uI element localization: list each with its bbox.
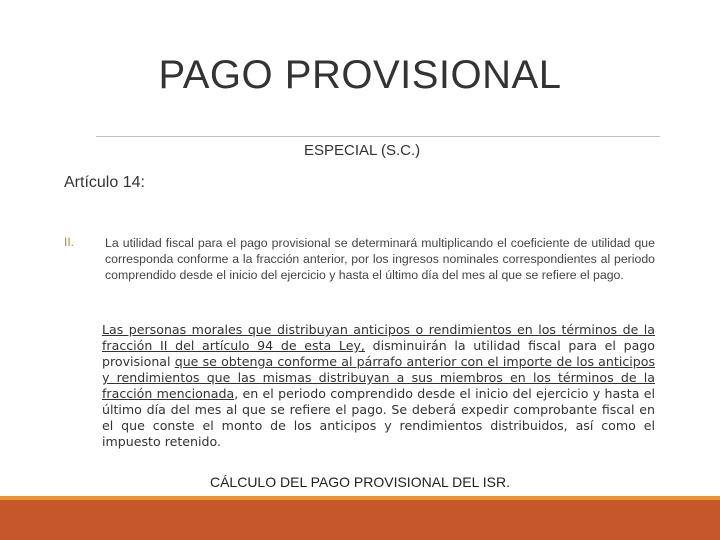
title-divider: [96, 136, 660, 137]
paragraph-fraction-ii: La utilidad fiscal para el pago provisional se determinará multiplicando el coeficiente de utilidad que corresponda conforme a la fracción anterior, por los ingresos nominales correspondientes al periodo comprendido desde el inicio del ejercicio y hasta el último día del mes al que se refiere el pago.: [105, 236, 655, 282]
underlined-text-2: que se obtenga conforme al párrafo anterior con el importe de los anticipos y rendimientos que las mismas distribuyan a sus miembros en los términos de la fracción mencionada: [102, 354, 655, 401]
article-heading: Artículo 14:: [64, 174, 145, 191]
list-numeral: II.: [64, 235, 75, 249]
slide-subtitle: ESPECIAL (S.C.): [304, 142, 421, 159]
paragraph-text-3: , en el periodo comprendido desde el inicio del ejercicio y hasta el último día del mes al que se refiere el pago. Se deberá expedir comprobante fiscal en el que conste el monto de los anticipos y rendimientos distribuidos, así como el impuesto retenido.: [102, 386, 655, 449]
paragraph-text-2: disminuirán la utilidad fiscal para el pago provisional: [102, 338, 655, 369]
underlined-text-1: Las personas morales que distribuyan anticipos o rendimientos en los términos de la fracción II del artículo 94 de esta Ley,: [102, 322, 655, 353]
calculation-heading: CÁLCULO DEL PAGO PROVISIONAL DEL ISR.: [209, 474, 511, 490]
footer-band: [0, 500, 720, 540]
slide-title: PAGO PROVISIONAL: [158, 52, 562, 97]
paragraph-distribution: [102, 322, 655, 450]
